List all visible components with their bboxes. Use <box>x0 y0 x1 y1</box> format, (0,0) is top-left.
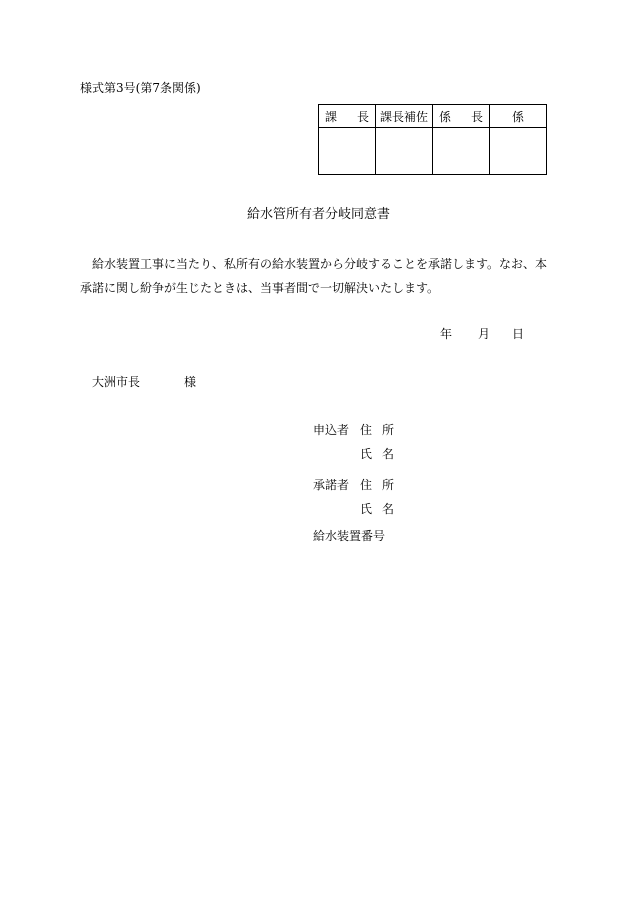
header-section-chief-char-2: 長 <box>356 109 369 124</box>
consenter-label: 承諾者 <box>313 478 350 492</box>
addressee-name: 大洲市長 <box>92 375 141 389</box>
header-assistant-chief-label: 課長補佐 <box>379 109 428 124</box>
applicant-address-char-1: 住 <box>360 423 373 437</box>
date-day-label: 日 <box>512 327 525 341</box>
applicant-label: 申込者 <box>313 423 350 437</box>
consenter-name-char-2: 名 <box>382 502 395 516</box>
header-assistant-chief <box>376 105 433 128</box>
approval-stamp-row <box>319 128 547 175</box>
consenter-address-char-2: 所 <box>382 478 395 492</box>
stamp-cell-assistant-chief <box>376 128 433 175</box>
document-title: 給水管所有者分岐同意書 <box>247 207 391 222</box>
consenter-name-char-1: 氏 <box>360 502 373 516</box>
form-number: 様式第3号(第7条関係) <box>80 81 201 95</box>
header-subsection-chief <box>433 105 490 128</box>
stamp-cell-section-chief <box>319 128 376 175</box>
addressee-honorific: 様 <box>184 375 197 389</box>
stamp-cell-staff <box>490 128 547 175</box>
consent-body-text: 給水装置工事に当たり、私所有の給水装置から分岐することを承諾します。なお、本承諾に関し紛争が生じたときは、当事者間で一切解決いたします。 <box>80 257 548 295</box>
header-section-chief-char-1: 課 <box>325 109 338 124</box>
header-subsection-chief-char-1: 係 <box>439 109 452 124</box>
header-staff-label: 係 <box>511 109 524 124</box>
approval-header-row <box>319 105 547 128</box>
device-number-label: 給水装置番号 <box>313 529 386 543</box>
applicant-address-char-2: 所 <box>382 423 395 437</box>
header-subsection-chief-char-2: 長 <box>470 109 483 124</box>
approval-stamp-table <box>318 104 547 175</box>
date-month-label: 月 <box>478 327 491 341</box>
applicant-name-char-2: 名 <box>382 447 395 461</box>
header-section-chief <box>319 105 376 128</box>
date-year-label: 年 <box>440 327 453 341</box>
applicant-name-char-1: 氏 <box>360 447 373 461</box>
consenter-address-char-1: 住 <box>360 478 373 492</box>
stamp-cell-subsection-chief <box>433 128 490 175</box>
header-staff <box>490 105 547 128</box>
